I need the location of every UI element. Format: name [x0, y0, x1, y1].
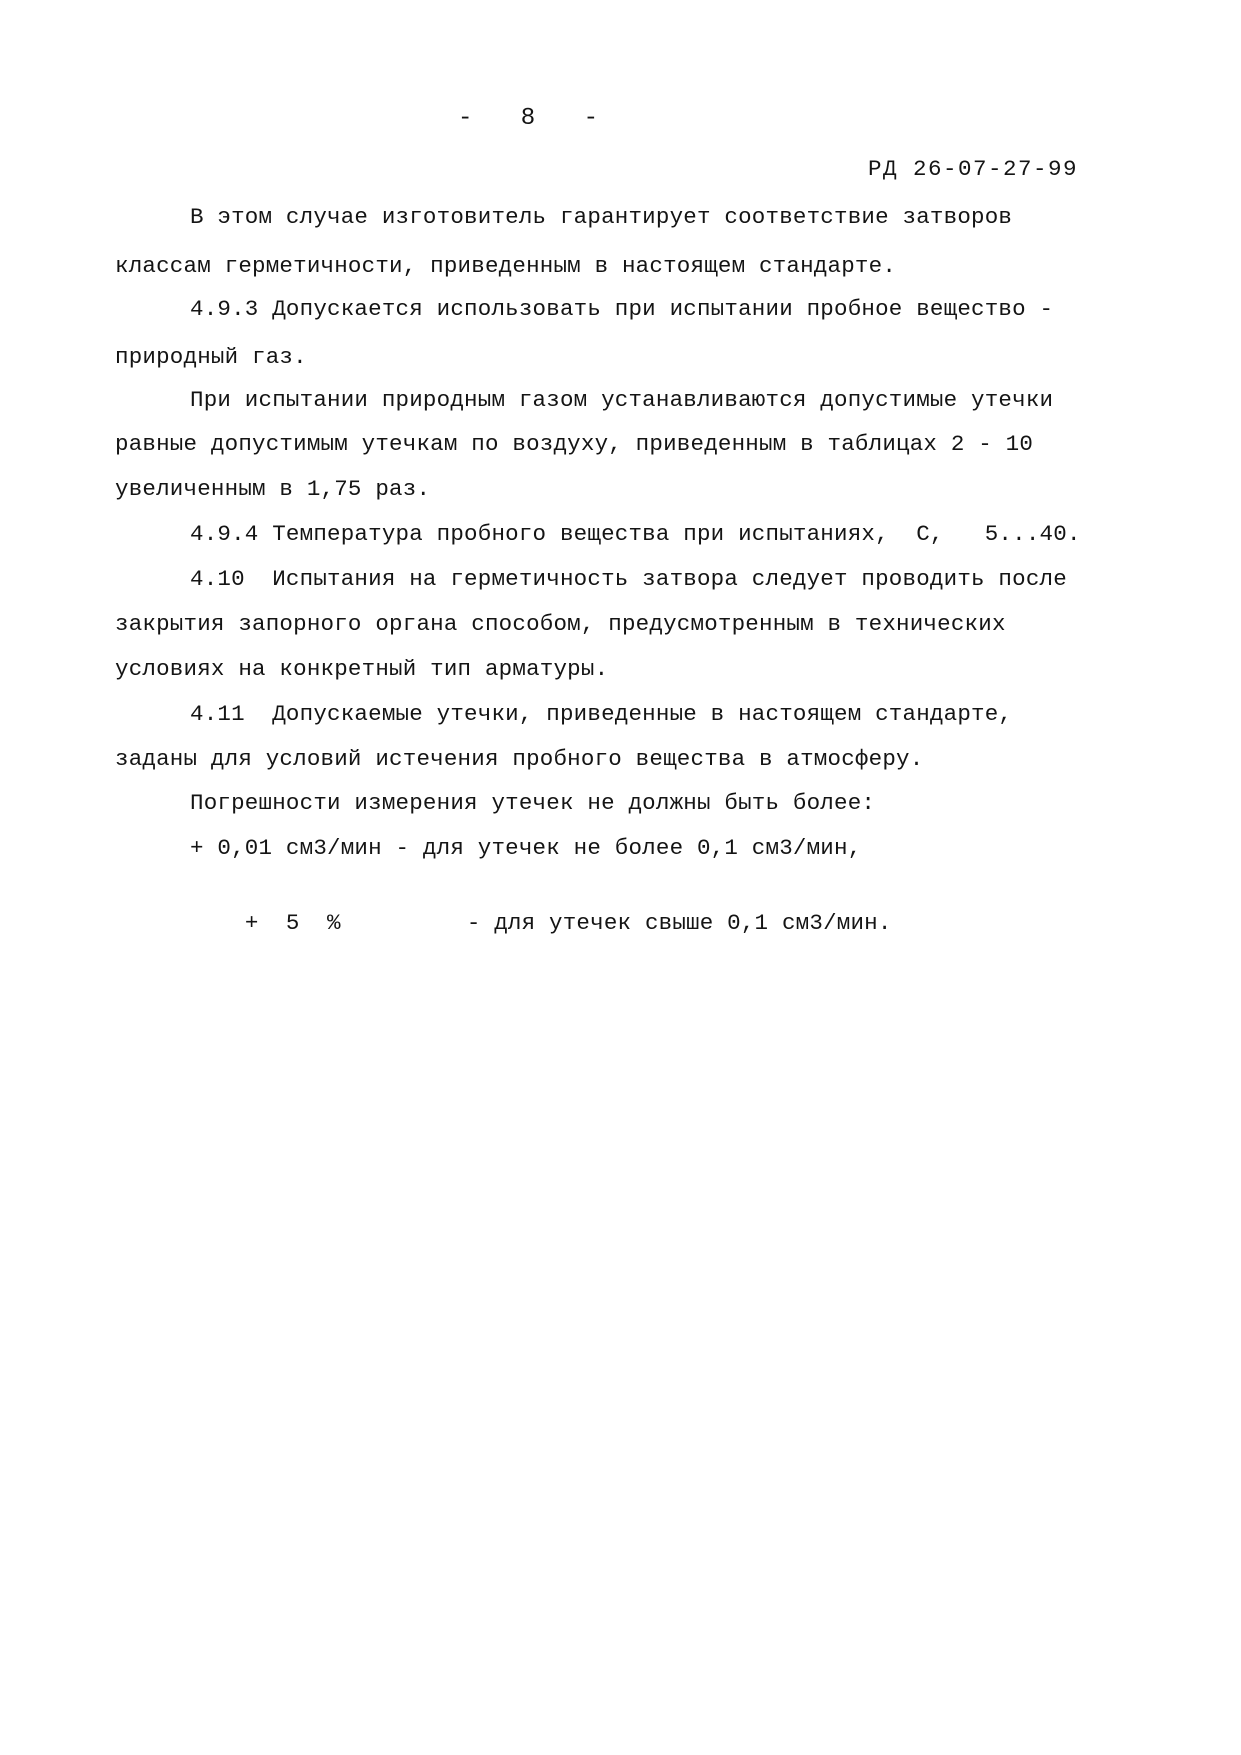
paragraph-natural-gas-line-2: равные допустимым утечкам по воздуху, приведенным в таблицах 2 - 10: [115, 431, 1034, 457]
clause-4-11-line-1: 4.11 Допускаемые утечки, приведенные в настоящем стандарте,: [190, 701, 1013, 727]
measurement-error-intro: Погрешности измерения утечек не должны быть более:: [190, 790, 876, 816]
document-code: РД 26-07-27-99: [868, 156, 1079, 182]
clause-4-9-4: 4.9.4 Температура пробного вещества при испытаниях, С, 5...40.: [190, 521, 1081, 547]
paragraph-natural-gas-line-1: При испытании природным газом устанавливаются допустимые утечки: [190, 387, 1054, 413]
page-number-dash-left: -: [458, 105, 473, 132]
paragraph-1-line-1: В этом случае изготовитель гарантирует соответствие затворов: [190, 204, 1013, 230]
page-number-dash-right: -: [583, 105, 598, 132]
paragraph-natural-gas-line-3: увеличенным в 1,75 раз.: [115, 476, 431, 502]
clause-4-9-3-line-2: природный газ.: [115, 344, 307, 370]
page-number: 8: [520, 105, 536, 132]
clause-4-10-line-1: 4.10 Испытания на герметичность затвора следует проводить после: [190, 566, 1067, 592]
paragraph-1-line-2: классам герметичности, приведенным в настоящем стандарте.: [115, 253, 897, 279]
tolerance-line-2-description: - для утечек свыше 0,1 см3/мин.: [466, 910, 892, 936]
tolerance-line-1: + 0,01 см3/мин - для утечек не более 0,1 см3/мин,: [190, 835, 862, 861]
clause-4-9-3-line-1: 4.9.3 Допускается использовать при испытании пробное вещество -: [190, 296, 1054, 322]
clause-4-10-line-3: условиях на конкретный тип арматуры.: [115, 656, 609, 682]
page-number-header: [458, 104, 598, 134]
tolerance-line-2: [190, 878, 892, 968]
tolerance-line-2-value: + 5 %: [244, 910, 341, 936]
clause-4-11-line-2: заданы для условий истечения пробного вещества в атмосферу.: [115, 746, 924, 772]
clause-4-10-line-2: закрытия запорного органа способом, предусмотренным в технических: [115, 611, 1006, 637]
